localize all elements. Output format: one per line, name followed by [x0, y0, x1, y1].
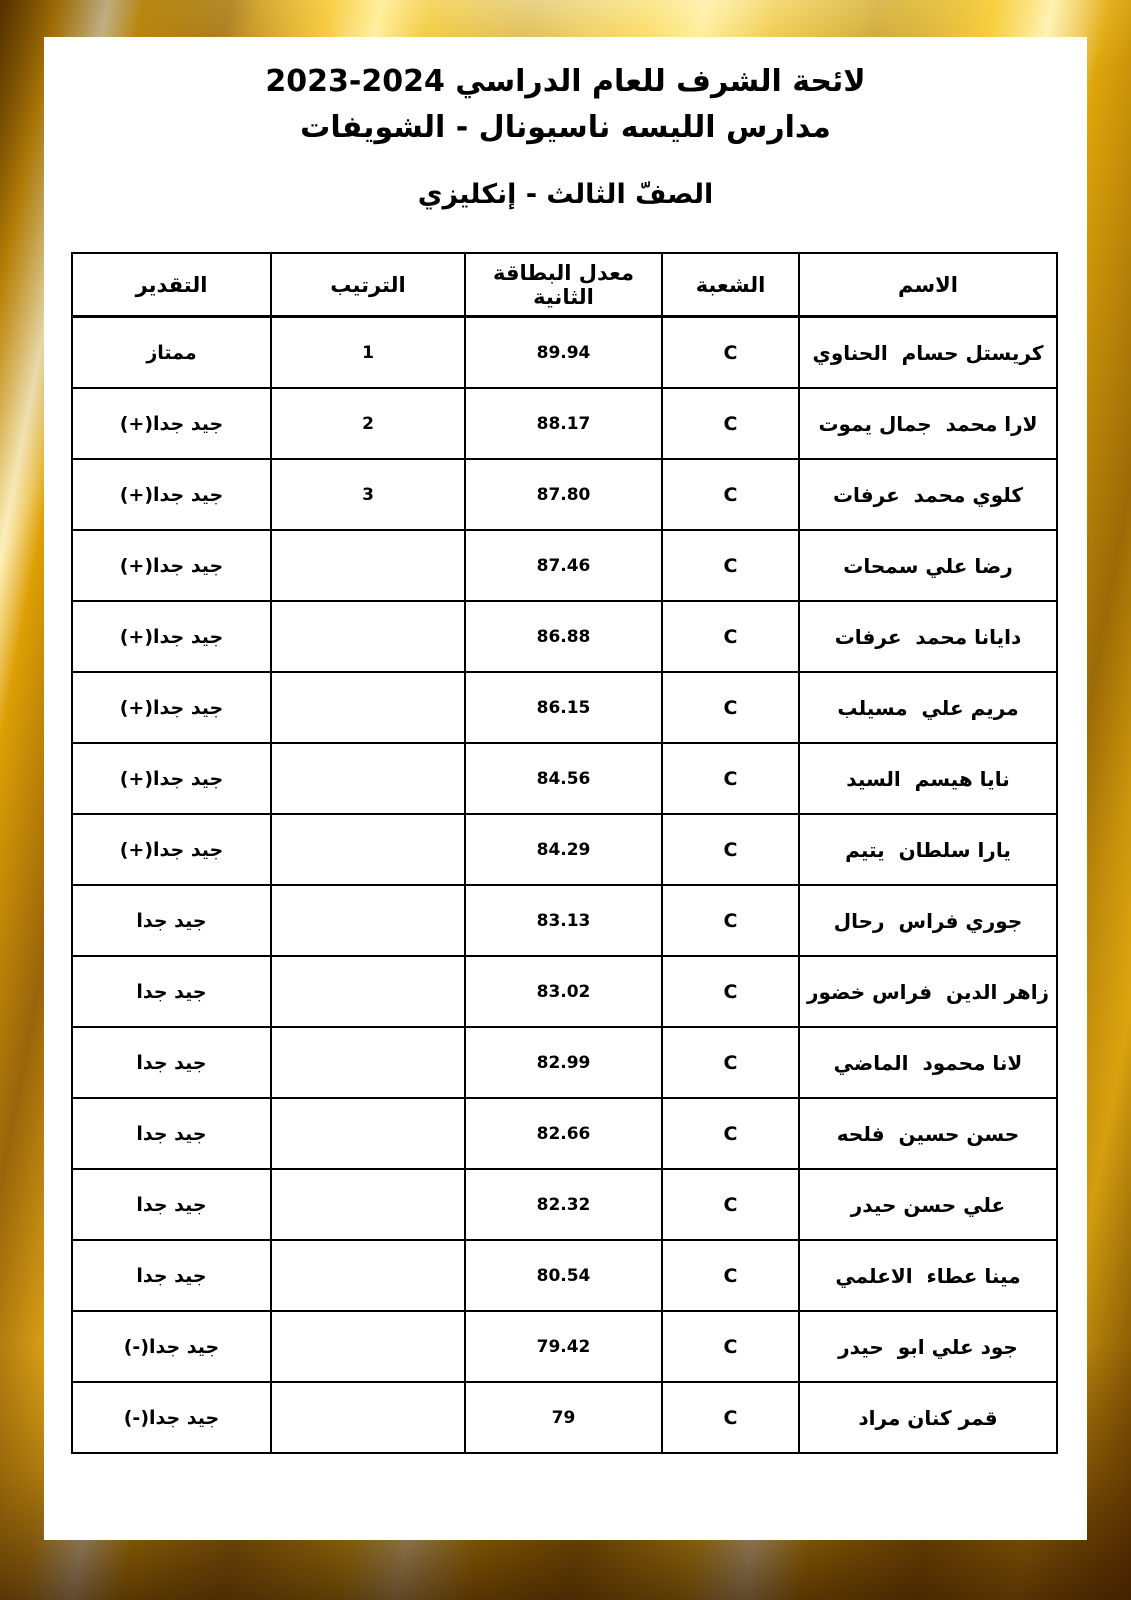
honor-roll-table	[71, 252, 1058, 1454]
grade-cell: جيد جدا(-)	[72, 1311, 271, 1382]
rank-cell	[271, 956, 465, 1027]
rank-cell	[271, 1240, 465, 1311]
table-row	[72, 885, 1057, 956]
student-name-cell: مريم علي مسيلب	[799, 672, 1057, 743]
student-name-cell: كريستل حسام الحناوي	[799, 317, 1057, 389]
header-rank: الترتيب	[271, 253, 465, 317]
section-cell: C	[662, 1098, 799, 1169]
grade-cell: جيد جدا(+)	[72, 459, 271, 530]
section-cell: C	[662, 601, 799, 672]
student-name-cell: زاهر الدين فراس خضور	[799, 956, 1057, 1027]
average-cell: 89.94	[465, 317, 662, 389]
student-name-cell: مينا عطاء الاعلمي	[799, 1240, 1057, 1311]
rank-cell	[271, 1169, 465, 1240]
grade-cell: جيد جدا(+)	[72, 601, 271, 672]
average-cell: 84.56	[465, 743, 662, 814]
average-cell: 80.54	[465, 1240, 662, 1311]
section-cell: C	[662, 814, 799, 885]
table-row	[72, 672, 1057, 743]
student-name-cell: علي حسن حيدر	[799, 1169, 1057, 1240]
title-line-academic-year: لائحة الشرف للعام الدراسي 2024-2023	[265, 64, 866, 99]
average-cell: 83.02	[465, 956, 662, 1027]
page-title	[44, 59, 1087, 151]
student-name-cell: رضا علي سمحات	[799, 530, 1057, 601]
grade-cell: جيد جدا(+)	[72, 814, 271, 885]
section-cell: C	[662, 956, 799, 1027]
rank-cell	[271, 1098, 465, 1169]
rank-cell	[271, 885, 465, 956]
grade-cell: جيد جدا(+)	[72, 388, 271, 459]
average-cell: 86.15	[465, 672, 662, 743]
table-row	[72, 956, 1057, 1027]
header-grade: التقدير	[72, 253, 271, 317]
average-cell: 84.29	[465, 814, 662, 885]
rank-cell	[271, 601, 465, 672]
average-cell: 88.17	[465, 388, 662, 459]
rank-cell: 2	[271, 388, 465, 459]
grade-cell: جيد جدا(+)	[72, 672, 271, 743]
section-cell: C	[662, 743, 799, 814]
table-row	[72, 1169, 1057, 1240]
section-cell: C	[662, 1382, 799, 1453]
grade-cell: جيد جدا	[72, 885, 271, 956]
section-cell: C	[662, 317, 799, 389]
grade-cell: جيد جدا(+)	[72, 743, 271, 814]
average-cell: 82.99	[465, 1027, 662, 1098]
average-cell: 86.88	[465, 601, 662, 672]
student-name-cell: قمر كنان مراد	[799, 1382, 1057, 1453]
average-cell: 83.13	[465, 885, 662, 956]
section-cell: C	[662, 1027, 799, 1098]
section-cell: C	[662, 388, 799, 459]
table-row	[72, 1027, 1057, 1098]
student-name-cell: جوري فراس رحال	[799, 885, 1057, 956]
table-row	[72, 1382, 1057, 1453]
rank-cell: 3	[271, 459, 465, 530]
section-cell: C	[662, 1240, 799, 1311]
rank-cell	[271, 743, 465, 814]
section-cell: C	[662, 530, 799, 601]
grade-cell: ممتاز	[72, 317, 271, 389]
student-name-cell: لانا محمود الماضي	[799, 1027, 1057, 1098]
student-name-cell: لارا محمد جمال يموت	[799, 388, 1057, 459]
average-cell: 87.46	[465, 530, 662, 601]
rank-cell	[271, 1382, 465, 1453]
student-name-cell: دايانا محمد عرفات	[799, 601, 1057, 672]
table-header-row	[72, 253, 1057, 317]
grade-cell: جيد جدا	[72, 1098, 271, 1169]
header-average: معدل البطاقة الثانية	[465, 253, 662, 317]
student-name-cell: كلوي محمد عرفات	[799, 459, 1057, 530]
student-name-cell: حسن حسين فلحه	[799, 1098, 1057, 1169]
average-cell: 79	[465, 1382, 662, 1453]
section-cell: C	[662, 885, 799, 956]
grade-cell: جيد جدا	[72, 956, 271, 1027]
student-name-cell: يارا سلطان يتيم	[799, 814, 1057, 885]
rank-cell	[271, 1027, 465, 1098]
student-name-cell: جود علي ابو حيدر	[799, 1311, 1057, 1382]
table-row	[72, 1240, 1057, 1311]
grade-cell: جيد جدا(-)	[72, 1382, 271, 1453]
table-row	[72, 317, 1057, 389]
rank-cell	[271, 530, 465, 601]
table-row	[72, 601, 1057, 672]
title-line-school-name: مدارس الليسه ناسيونال - الشويفات	[300, 110, 831, 145]
header-section: الشعبة	[662, 253, 799, 317]
average-cell: 82.66	[465, 1098, 662, 1169]
section-cell: C	[662, 459, 799, 530]
student-name-cell: نايا هيسم السيد	[799, 743, 1057, 814]
table-row	[72, 1098, 1057, 1169]
table-row	[72, 459, 1057, 530]
grade-cell: جيد جدا	[72, 1027, 271, 1098]
section-cell: C	[662, 1311, 799, 1382]
rank-cell	[271, 814, 465, 885]
average-cell: 87.80	[465, 459, 662, 530]
section-cell: C	[662, 672, 799, 743]
document-page	[44, 37, 1087, 1540]
class-subtitle: الصفّ الثالث - إنكليزي	[417, 179, 714, 210]
average-cell: 82.32	[465, 1169, 662, 1240]
average-cell: 79.42	[465, 1311, 662, 1382]
table-row	[72, 530, 1057, 601]
rank-cell	[271, 672, 465, 743]
rank-cell	[271, 1311, 465, 1382]
grade-cell: جيد جدا	[72, 1240, 271, 1311]
table-row	[72, 743, 1057, 814]
section-cell: C	[662, 1169, 799, 1240]
table-row	[72, 1311, 1057, 1382]
honor-table-body	[72, 317, 1057, 1454]
grade-cell: جيد جدا(+)	[72, 530, 271, 601]
table-row	[72, 388, 1057, 459]
grade-cell: جيد جدا	[72, 1169, 271, 1240]
table-row	[72, 814, 1057, 885]
header-name: الاسم	[799, 253, 1057, 317]
rank-cell: 1	[271, 317, 465, 389]
